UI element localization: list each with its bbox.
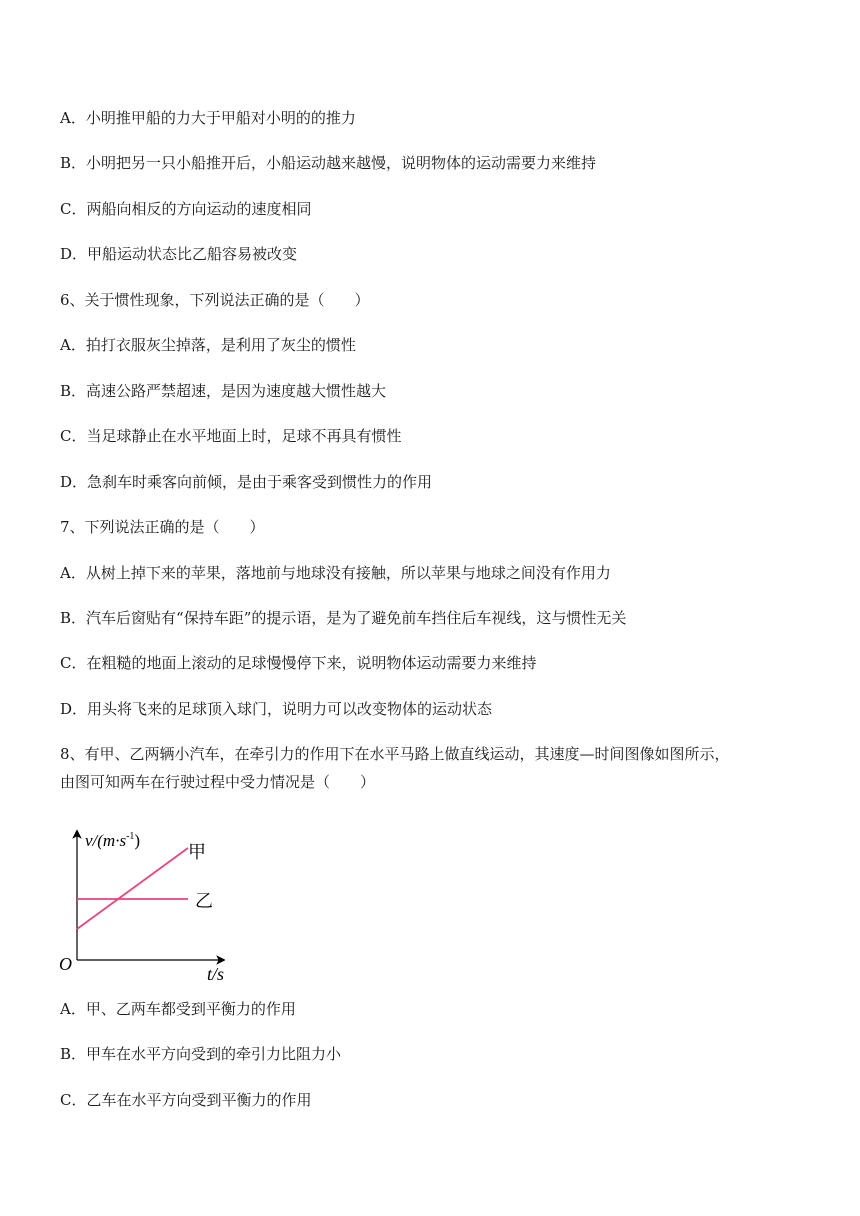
- series-jia-line: [77, 848, 188, 929]
- q7-option-a: A．从树上掉下来的苹果，落地前与地球没有接触，所以苹果与地球之间没有作用力: [60, 564, 611, 582]
- q8-stem-line1: 8、有甲、乙两辆小汽车，在牵引力的作用下在水平马路上做直线运动，其速度—时间图像如图所示，: [60, 745, 730, 763]
- q6-stem: 6、关于惯性现象，下列说法正确的是（ ）: [60, 291, 370, 309]
- y-axis-label: $v/(m\cdot s^{-1})$: [85, 831, 141, 850]
- q8-option-c: C．乙车在水平方向受到平衡力的作用: [60, 1091, 312, 1109]
- q7-option-c: C．在粗糙的地面上滚动的足球慢慢停下来，说明物体运动需要力来维持: [60, 654, 537, 672]
- series-yi-label: 乙: [195, 891, 213, 911]
- q6-option-b: B．高速公路严禁超速，是因为速度越大惯性越大: [60, 382, 387, 400]
- q8-option-a: A．甲、乙两车都受到平衡力的作用: [60, 1000, 296, 1018]
- q7-option-b: B．汽车后窗贴有“保持车距”的提示语，是为了避免前车挡住后车视线，这与惯性无关: [60, 609, 627, 627]
- q6-option-d: D．急刹车时乘客向前倾，是由于乘客受到惯性力的作用: [60, 473, 433, 491]
- q7-stem: 7、下列说法正确的是（ ）: [60, 518, 265, 536]
- q7-option-d: D．用头将飞来的足球顶入球门，说明力可以改变物体的运动状态: [60, 700, 493, 718]
- q5-option-b: B．小明把另一只小船推开后，小船运动越来越慢，说明物体的运动需要力来维持: [60, 154, 597, 172]
- q6-option-c: C．当足球静止在水平地面上时，足球不再具有惯性: [60, 427, 402, 445]
- q6-option-a: A．拍打衣服灰尘掉落，是利用了灰尘的惯性: [60, 336, 356, 354]
- q5-option-c: C．两船向相反的方向运动的速度相同: [60, 200, 312, 218]
- q8-stem-line2: 由图可知两车在行驶过程中受力情况是（ ）: [60, 773, 376, 791]
- series-jia-label: 甲: [188, 842, 206, 862]
- velocity-time-graph: [55, 822, 225, 982]
- origin-label: O: [59, 954, 72, 974]
- q8-option-b: B．甲车在水平方向受到的牵引力比阻力小: [60, 1045, 342, 1063]
- x-axis-label: t/s: [207, 964, 225, 982]
- q5-option-a: A．小明推甲船的力大于甲船对小明的的推力: [60, 109, 356, 127]
- q5-option-d: D．甲船运动状态比乙船容易被改变: [60, 245, 298, 263]
